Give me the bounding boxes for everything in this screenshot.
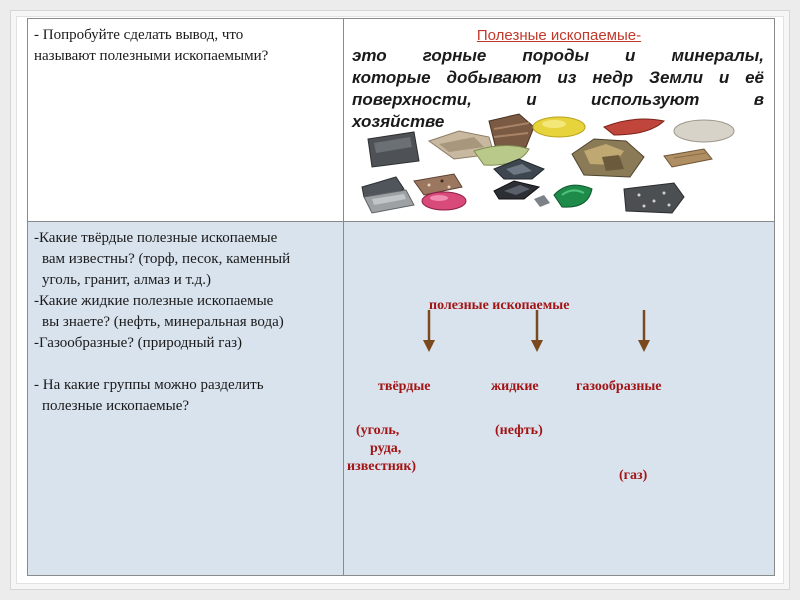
group-liquid: жидкие [491, 379, 539, 394]
group-solid: твёрдые [378, 379, 431, 394]
scheme-title: полезные ископаемые [429, 298, 570, 313]
question-line: полезные ископаемые? [42, 398, 190, 414]
solid-example: руда, [370, 441, 402, 456]
scheme-cell [344, 222, 775, 576]
mineral-pink-gem [422, 192, 466, 210]
question-line: вы знаете? (нефть, минеральная вода) [42, 314, 284, 330]
arrow-down-icon [531, 310, 543, 352]
gas-example: (газ) [619, 468, 648, 483]
mineral-grey-slab [368, 132, 419, 167]
mineral-grey-block [364, 190, 414, 213]
solid-example: (уголь, [356, 423, 400, 438]
solid-example: известняк) [347, 459, 417, 474]
question-cell [28, 19, 344, 222]
mineral-granite-tile [414, 174, 462, 195]
mineral-cluster [572, 139, 644, 177]
mineral-speckled-rock [624, 183, 684, 213]
arrow-down-icon [423, 310, 435, 352]
mineral-dark-crystal [494, 159, 544, 179]
definition-line: поверхности, и используют в [352, 90, 764, 109]
group-gas: газообразные [576, 379, 662, 394]
solid-examples [347, 422, 417, 476]
scheme-arrows [344, 222, 776, 578]
question-line-1: - Попробуйте сделать вывод, что [34, 27, 244, 43]
mineral-black-shard [494, 181, 539, 199]
question-line: -Какие жидкие полезные ископаемые [34, 293, 274, 309]
question-line: - На какие группы можно разделить [34, 377, 264, 393]
mineral-dark-chunk [362, 177, 404, 199]
question-line: уголь, гранит, алмаз и т.д.) [42, 272, 212, 288]
question-line: -Газообразные? (природный газ) [34, 335, 243, 351]
arrow-down-icon [638, 310, 650, 352]
definition-cell [344, 19, 775, 222]
definition-line: которые добывают из недр Земли и её [352, 68, 764, 87]
mineral-brick [664, 149, 712, 167]
liquid-example: (нефть) [495, 423, 543, 438]
definition-text [344, 44, 774, 133]
question-line: -Какие твёрдые полезные ископаемые [34, 230, 278, 246]
content-table [27, 18, 775, 576]
blank-line [34, 354, 335, 375]
definition-line: хозяйстве [352, 112, 445, 131]
question-line-2: называют полезными ископаемыми? [34, 48, 269, 64]
questions-cell [28, 222, 344, 576]
definition-title: Полезные ископаемые- [476, 27, 642, 44]
mineral-green-quartz [474, 145, 529, 165]
mineral-beige-rock [429, 131, 494, 159]
question-line: вам известны? (торф, песок, каменный [42, 251, 291, 267]
definition-line: это горные породы и минералы, [352, 46, 764, 65]
mineral-green-malachite [554, 185, 592, 207]
mineral-small-speck [534, 195, 550, 207]
